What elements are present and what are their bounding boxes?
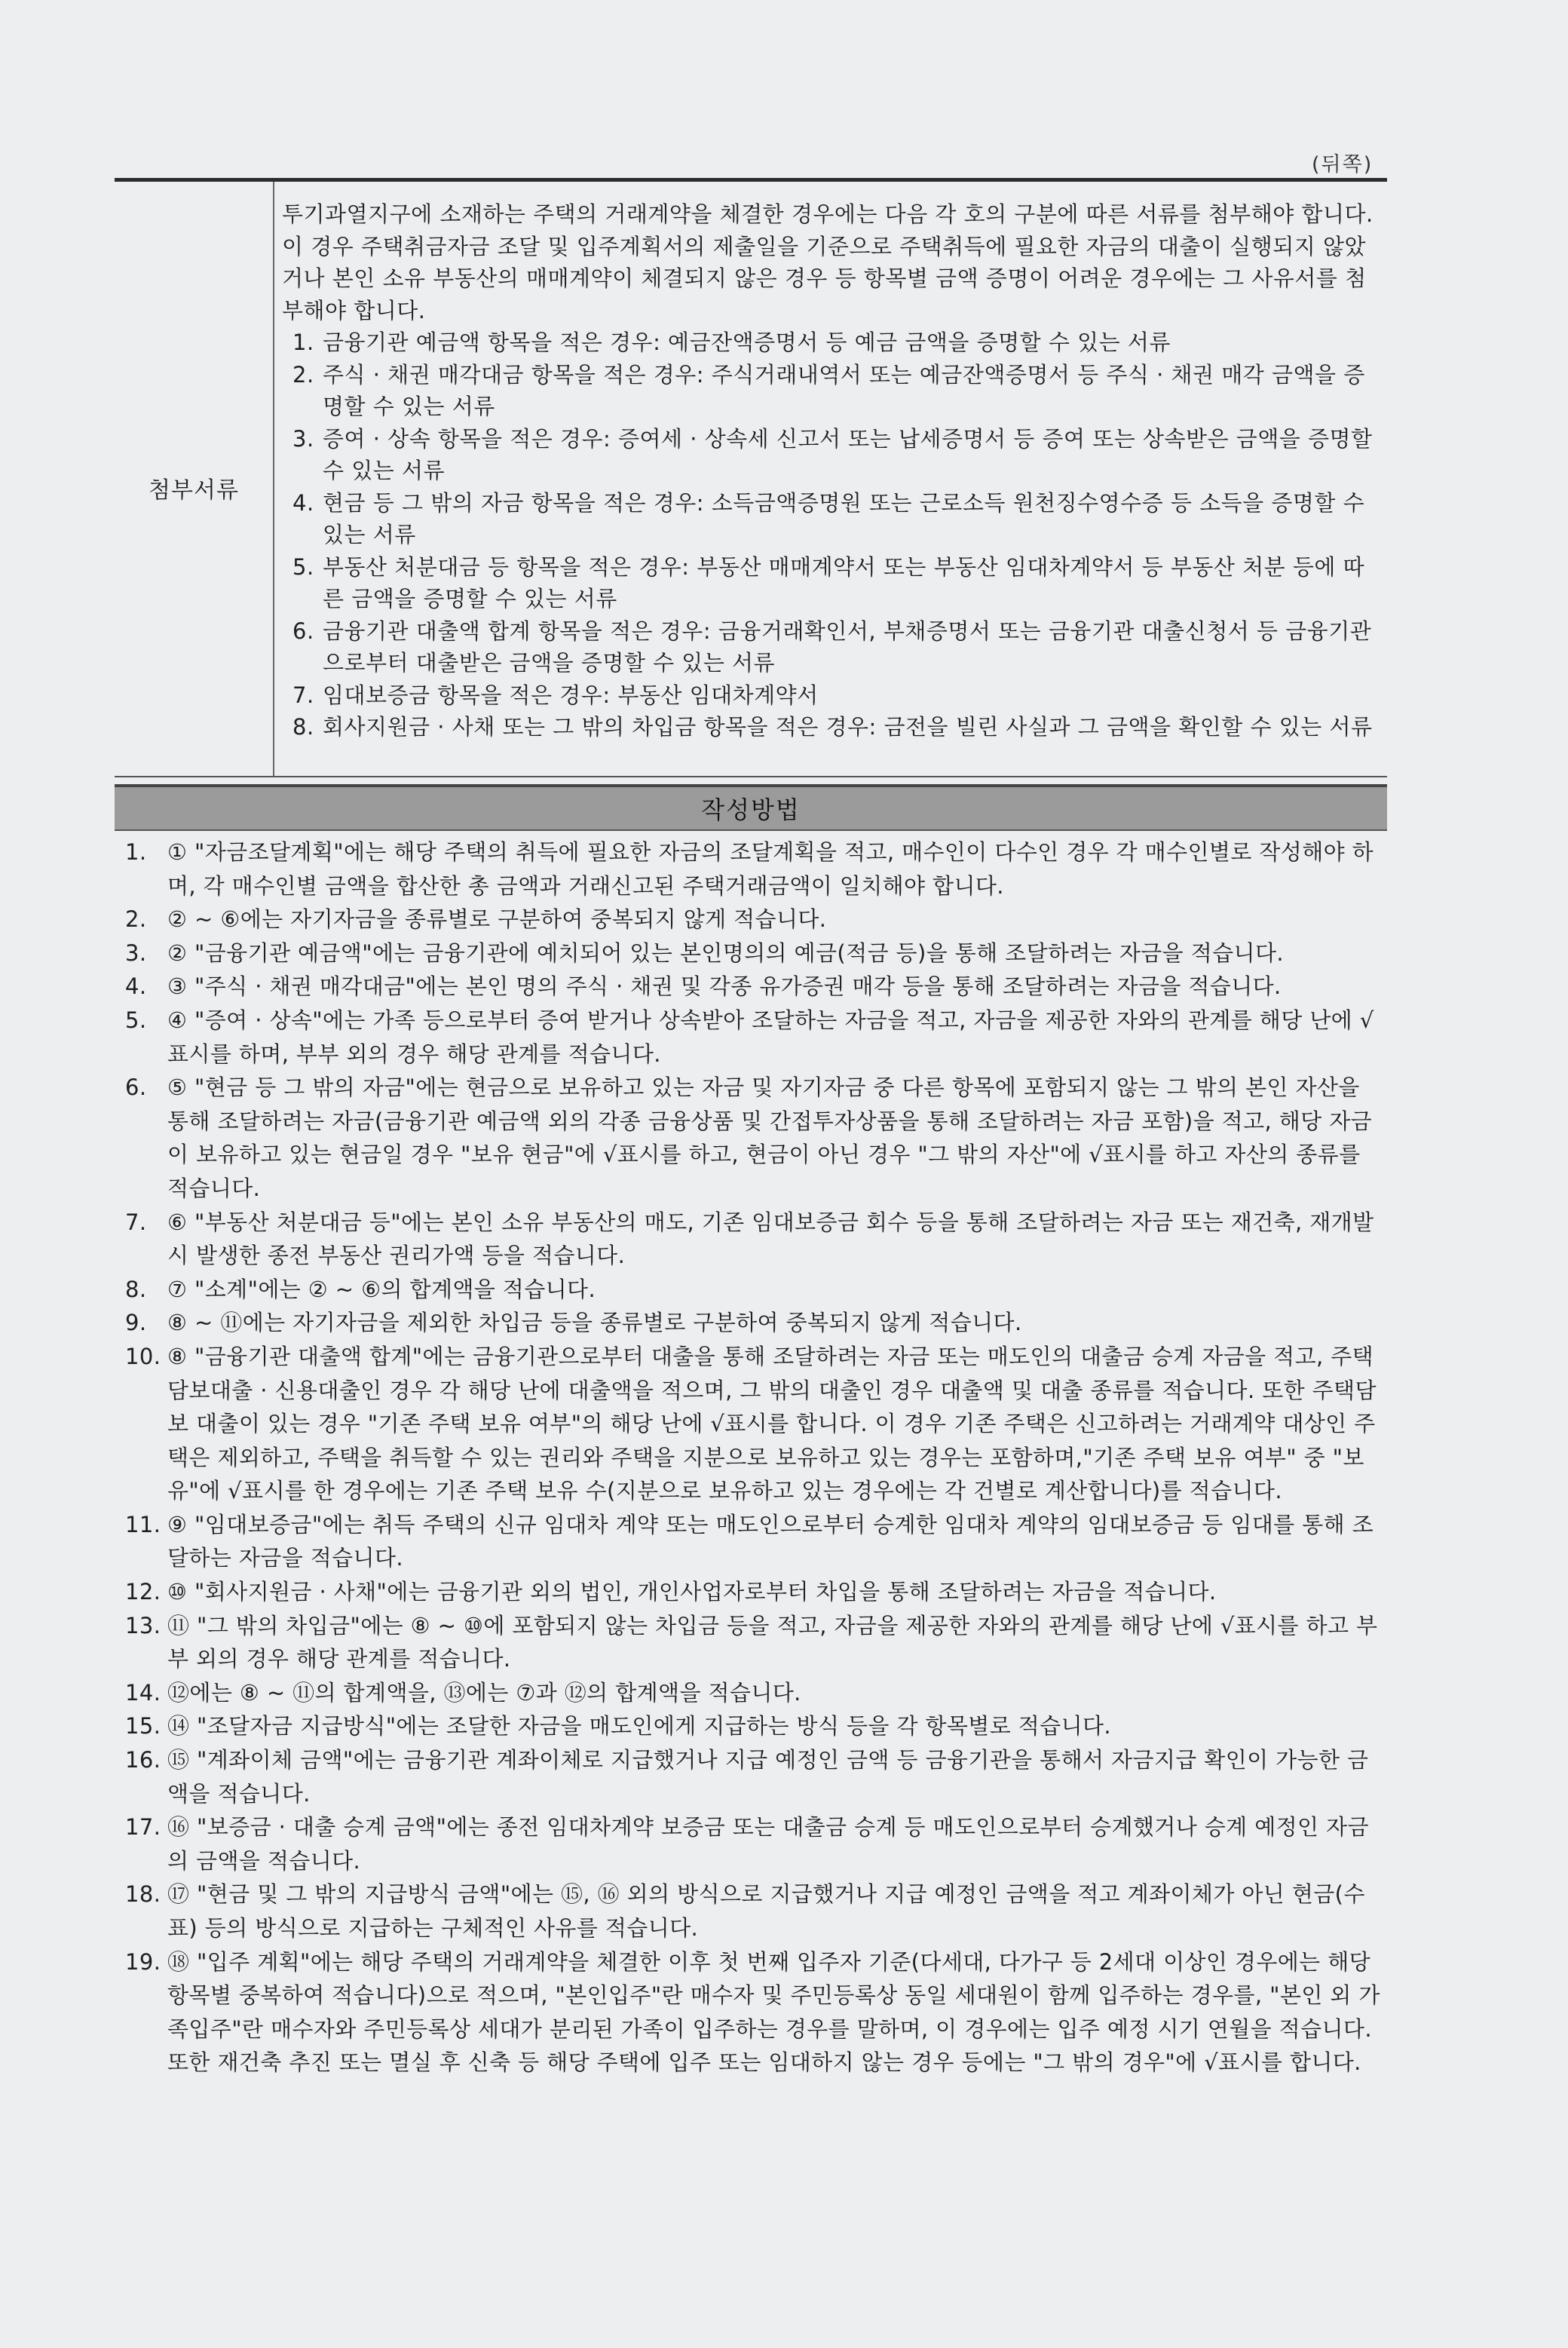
method-item [125, 936, 1387, 970]
method-item-text: ⑧ "금융기관 대출액 합계"에는 금융기관으로부터 대출을 통해 조달하려는 자금 또는 매도인의 대출금 승계 자금을 적고, 주택담보대출 · 신용대출인 경우 각 해당 난에 대출액을 적으며, 그 밖의 대출인 경우 대출액 및 대출 종류를 적습니다. 또한 주택담보 대출이 있는 경우 "기존 주택 보유 여부"의 해당 난에 √표시를 합니다. 이 경우 기존 주택은 신고하려는 거래계약 대상인 주택은 제외하고, 주택을 취득할 수 있는 권리와 주택을 지분으로 보유하고 있는 경우는 포함하며,"기존 주택 보유 여부" 중 "보유"에 √표시를 한 경우에는 기존 주택 보유 수(지분으로 보유하고 있는 경우에는 각 건별로 계산합니다)를 적습니다. [167, 1343, 1377, 1504]
attachments-label-cell [115, 182, 274, 776]
attachment-item-text: 현금 등 그 밖의 자금 항목을 적은 경우: 소득금액증명원 또는 근로소득 원천징수영수증 등 소득을 증명할 수 있는 서류 [323, 489, 1365, 547]
method-item [125, 1609, 1387, 1676]
method-item-text: ⑯ "보증금 · 대출 승계 금액"에는 종전 임대차계약 보증금 또는 대출금 승계 등 매도인으로부터 승계했거나 승계 예정인 자금의 금액을 적습니다. [167, 1814, 1369, 1874]
attachment-item [292, 359, 1380, 423]
attachments-content-cell [282, 182, 1387, 776]
method-item [125, 1071, 1387, 1205]
attachment-item-number: 1. [292, 330, 314, 355]
attachment-item-number: 5. [292, 553, 314, 580]
attachment-item-number: 6. [292, 618, 314, 644]
method-item-text: ⑱ "입주 계획"에는 해당 주택의 거래계약을 체결한 이후 첫 번째 입주자 기준(다세대, 다가구 등 2세대 이상인 경우에는 해당 항목별 중복하여 적습니다)으로 적으며, "본인입주"란 매수자 및 주민등록상 동일 세대원이 함께 입주하는 경우를, "본인 외 가족입주"란 매수자와 주민등록상 세대가 분리된 가족이 입주하는 경우를 말하며, 이 경우에는 입주 예정 시기 연월을 적습니다. 또한 재건축 추진 또는 멸실 후 신축 등 해당 주택에 입주 또는 임대하지 않는 경우 등에는 "그 밖의 경우"에 √표시를 합니다. [167, 1948, 1380, 2076]
method-item-text: ③ "주식 · 채권 매각대금"에는 본인 명의 주식 · 채권 및 각종 유가증권 매각 등을 통해 조달하려는 자금을 적습니다. [167, 973, 1282, 1000]
attachment-item [292, 679, 1380, 712]
attachment-item [292, 487, 1380, 551]
method-item-text: ⑫에는 ⑧ ~ ⑪의 합계액을, ⑬에는 ⑦과 ⑫의 합계액을 적습니다. [167, 1679, 801, 1706]
attachments-table [115, 178, 1387, 777]
attachment-item-number: 8. [292, 714, 314, 740]
method-item [125, 1810, 1387, 1877]
method-item [125, 1340, 1387, 1508]
attachment-item [292, 711, 1380, 743]
method-item-text: ⑪ "그 밖의 차입금"에는 ⑧ ~ ⑩에 포함되지 않는 차입금 등을 적고, 자금을 제공한 자와의 관계를 해당 난에 √표시를 하고 부부 외의 경우 해당 관계를 적습니다. [167, 1612, 1378, 1672]
method-item [125, 970, 1387, 1004]
method-item-number: 12. [125, 1579, 161, 1605]
method-item [125, 1709, 1387, 1743]
method-item-number: 8. [125, 1276, 147, 1302]
method-item [125, 1676, 1387, 1710]
attachment-item-text: 증여 · 상속 항목을 적은 경우: 증여세 · 상속세 신고서 또는 납세증명서 등 증여 또는 상속받은 금액을 증명할 수 있는 서류 [323, 425, 1373, 483]
attachment-item-text: 금융기관 예금액 항목을 적은 경우: 예금잔액증명서 등 예금 금액을 증명할 수 있는 서류 [323, 330, 1171, 355]
method-item-number: 3. [125, 940, 147, 966]
attachment-item [292, 615, 1380, 679]
method-item-text: ① "자금조달계획"에는 해당 주택의 취득에 필요한 자금의 조달계획을 적고, 매수인이 다수인 경우 각 매수인별로 작성해야 하며, 각 매수인별 금액을 합산한 총 금액과 거래신고된 주택거래금액이 일치해야 합니다. [167, 839, 1374, 899]
attachments-label: 첨부서류 [149, 477, 239, 504]
method-item [125, 1575, 1387, 1609]
method-item-text: ⑦ "소계"에는 ② ~ ⑥의 합계액을 적습니다. [167, 1276, 596, 1302]
method-item-text: ⑤ "현금 등 그 밖의 자금"에는 현금으로 보유하고 있는 자금 및 자기자금 중 다른 항목에 포함되지 않는 그 밖의 본인 자산을 통해 조달하려는 자금(금융기관 예금액 외의 각종 금융상품 및 간접투자상품을 통해 조달하려는 자금 포함)을 적고, 해당 자금이 보유하고 있는 현금일 경우 "보유 현금"에 √표시를 하고, 현금이 아닌 경우 "그 밖의 자산"에 √표시를 하고 자산의 종류를 적습니다. [167, 1074, 1373, 1201]
method-item-number: 19. [125, 1948, 161, 1975]
method-item-text: ⑨ "임대보증금"에는 취득 주택의 신규 임대차 계약 또는 매도인으로부터 승계한 임대차 계약의 임대보증금 등 임대를 통해 조달하는 자금을 적습니다. [167, 1511, 1374, 1571]
method-item-number: 13. [125, 1612, 161, 1638]
method-item-number: 6. [125, 1074, 147, 1101]
method-item-number: 1. [125, 839, 147, 865]
method-item-number: 16. [125, 1747, 161, 1773]
method-item [125, 1508, 1387, 1575]
method-section-title: 작성방법 [115, 784, 1387, 831]
attachment-item-text: 주식 · 채권 매각대금 항목을 적은 경우: 주식거래내역서 또는 예금잔액증명서 등 주식 · 채권 매각 금액을 증명할 수 있는 서류 [323, 361, 1365, 419]
method-item-text: ② ~ ⑥에는 자기자금을 종류별로 구분하여 중복되지 않게 적습니다. [167, 906, 827, 933]
method-item-number: 9. [125, 1310, 147, 1336]
method-item-number: 14. [125, 1679, 161, 1706]
attachment-item-number: 2. [292, 361, 314, 388]
method-item-number: 4. [125, 973, 147, 1000]
attachment-item-number: 3. [292, 425, 314, 452]
page-side-label: (뒤쪽) [1312, 153, 1374, 176]
method-item-text: ⑧ ~ ⑪에는 자기자금을 제외한 차입금 등을 종류별로 구분하여 중복되지 않게 적습니다. [167, 1310, 1022, 1336]
attachment-item [292, 551, 1380, 615]
method-item-text: ⑮ "계좌이체 금액"에는 금융기관 계좌이체로 지급했거나 지급 예정인 금액 등 금융기관을 통해서 자금지급 확인이 가능한 금액을 적습니다. [167, 1747, 1369, 1807]
attachment-item-text: 부동산 처분대금 등 항목을 적은 경우: 부동산 매매계약서 또는 부동산 임대차계약서 등 부동산 처분 등에 따른 금액을 증명할 수 있는 서류 [323, 553, 1365, 612]
method-item-number: 18. [125, 1881, 161, 1908]
method-item [125, 1206, 1387, 1273]
method-item-number: 17. [125, 1814, 161, 1841]
method-list [125, 835, 1387, 2080]
attachments-intro: 투기과열지구에 소재하는 주택의 거래계약을 체결한 경우에는 다음 각 호의 구분에 따른 서류를 첨부해야 합니다. 이 경우 주택취금자금 조달 및 입주계획서의 제출일을 기준으로 주택취득에 필요한 자금의 대출이 실행되지 않았거나 본인 소유 부동산의 매매계약이 체결되지 않은 경우 등 항목별 금액 증명이 어려운 경우에는 그 사유서를 첨부해야 합니다. [282, 201, 1374, 323]
method-item [125, 1945, 1387, 2080]
method-item-number: 10. [125, 1343, 161, 1369]
method-item-text: ⑭ "조달자금 지급방식"에는 조달한 자금을 매도인에게 지급하는 방식 등을 각 항목별로 적습니다. [167, 1713, 1112, 1740]
method-item [125, 1877, 1387, 1945]
method-item [125, 1306, 1387, 1340]
attachments-list [282, 326, 1387, 743]
method-item [125, 1743, 1387, 1810]
method-item-number: 2. [125, 906, 147, 933]
method-item [125, 1273, 1387, 1307]
method-item-number: 7. [125, 1209, 147, 1235]
method-item-text: ⑥ "부동산 처분대금 등"에는 본인 소유 부동산의 매도, 기존 임대보증금 회수 등을 통해 조달하려는 자금 또는 재건축, 재개발시 발생한 종전 부동산 권리가액 등을 적습니다. [167, 1209, 1374, 1269]
attachment-item-text: 금융기관 대출액 합계 항목을 적은 경우: 금융거래확인서, 부채증명서 또는 금융기관 대출신청서 등 금융기관으로부터 대출받은 금액을 증명할 수 있는 서류 [323, 618, 1372, 676]
method-item [125, 835, 1387, 903]
method-item-number: 11. [125, 1511, 161, 1537]
method-item-text: ⑰ "현금 및 그 밖의 지급방식 금액"에는 ⑮, ⑯ 외의 방식으로 지급했거나 지급 예정인 금액을 적고 계좌이체가 아닌 현금(수표) 등의 방식으로 지급하는 구체적인 사유를 적습니다. [167, 1881, 1365, 1941]
method-item [125, 903, 1387, 936]
method-item-number: 5. [125, 1007, 147, 1033]
attachment-item-number: 4. [292, 489, 314, 516]
method-item-number: 15. [125, 1713, 161, 1740]
attachment-item-text: 회사지원금 · 사채 또는 그 밖의 차입금 항목을 적은 경우: 금전을 빌린 사실과 그 금액을 확인할 수 있는 서류 [323, 714, 1373, 740]
method-item-text: ② "금융기관 예금액"에는 금융기관에 예치되어 있는 본인명의의 예금(적금 등)을 통해 조달하려는 자금을 적습니다. [167, 940, 1284, 966]
attachment-item-number: 7. [292, 682, 314, 708]
method-item-text: ④ "증여 · 상속"에는 가족 등으로부터 증여 받거나 상속받아 조달하는 자금을 적고, 자금을 제공한 자와의 관계를 해당 난에 √표시를 하며, 부부 외의 경우 해당 관계를 적습니다. [167, 1007, 1374, 1067]
method-item [125, 1004, 1387, 1071]
attachment-item [292, 326, 1380, 359]
attachment-item-text: 임대보증금 항목을 적은 경우: 부동산 임대차계약서 [323, 682, 819, 708]
attachment-item [292, 423, 1380, 487]
method-item-text: ⑩ "회사지원금 · 사채"에는 금융기관 외의 법인, 개인사업자로부터 차입을 통해 조달하려는 자금을 적습니다. [167, 1579, 1217, 1605]
